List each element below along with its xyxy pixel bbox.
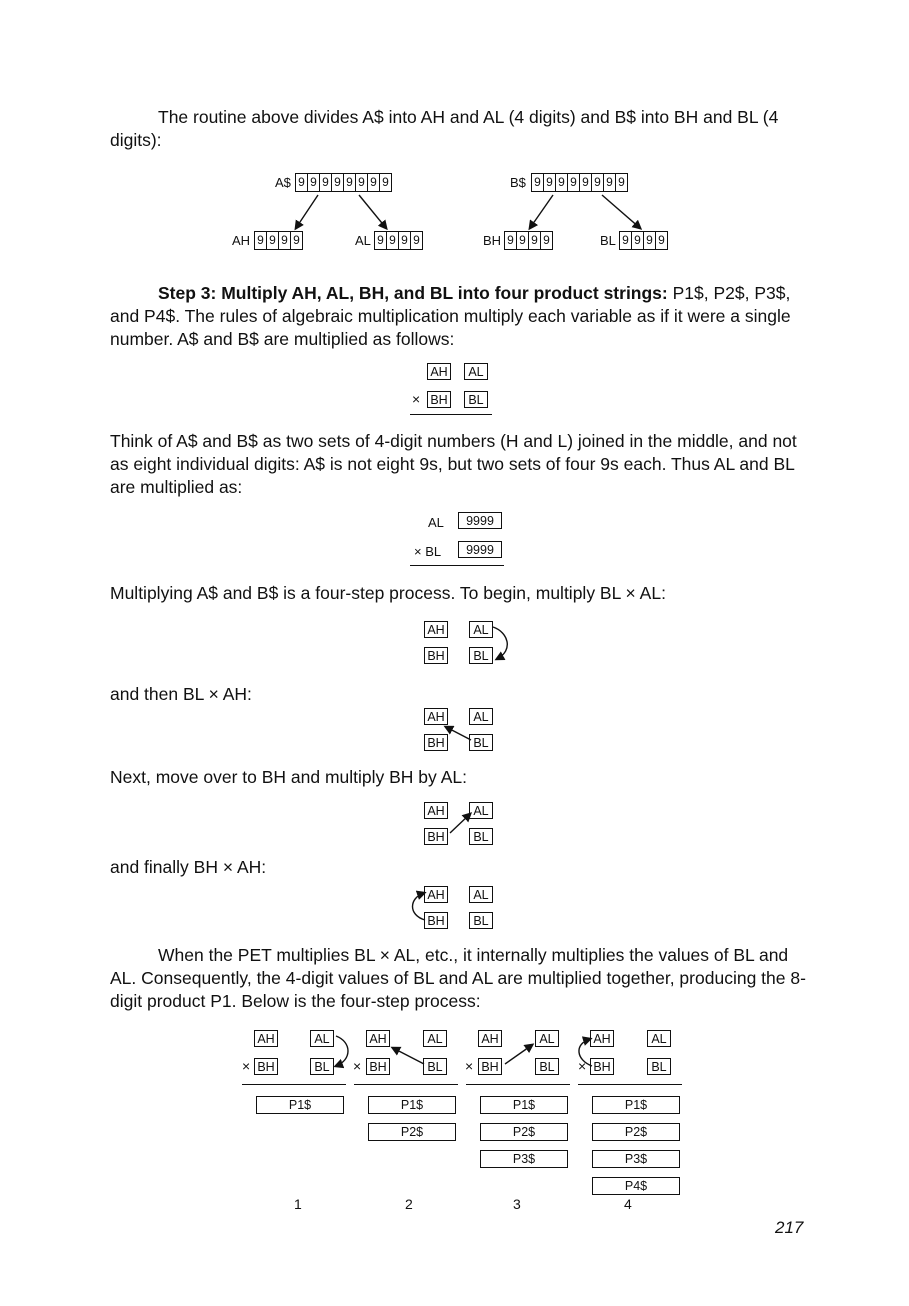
bl-box: BL [469,912,493,929]
step-number-3: 3 [513,1196,521,1212]
ah-box: AH [478,1030,502,1047]
digit-cell: 9 [293,233,300,247]
bl-box: BL [464,391,488,408]
digit-cell: 9 [308,174,320,191]
diagonal-arrow [505,1045,532,1064]
step-number-2: 2 [405,1196,413,1212]
curve-arrow [413,893,426,920]
pet-paragraph: When the PET multiplies BL × AL, etc., it internally multiplies the values of BL and AL. Consequently, the 4-digit values of BL and AL are multiplied together, producing the 8-digit product P1. Below is the four-step process: [110,945,806,1011]
bh-box: BH [424,734,448,751]
bl-box: BL [469,734,493,751]
ah-box: AH [254,1030,278,1047]
bh-box: BH [424,912,448,929]
ah-box: AH [366,1030,390,1047]
p2-box: P2$ [480,1123,568,1141]
four-step-paragraph: Multiplying A$ and B$ is a four-step process. To begin, multiply BL × AL: [110,583,666,603]
curve-arrow [493,627,507,659]
diagonal-arrow [450,814,470,833]
ah-box: AH [424,621,448,638]
digit-cell: 9 [556,174,568,191]
digit-cell: 9 [368,174,380,191]
bl-box: BL [469,647,493,664]
digit-cell: 9 [644,232,656,249]
bl-example-label: × BL [414,544,442,559]
digit-cell: 9 [543,233,550,247]
ah-box: AH [424,708,448,725]
think-paragraph: Think of A$ and B$ as two sets of 4-digit numbers (H and L) joined in the middle, and not as eight individual digits: A$ is not eight 9s, but two sets of four 9s each. Thus AL and BL are multiplied as: [110,431,797,497]
ah-box: AH [427,363,451,380]
ah-box: AH [590,1030,614,1047]
digit-cell: 9 [382,175,389,189]
then-paragraph: and then BL × AH: [110,684,252,704]
bl-label: BL [600,233,616,248]
digit-cell: 9 [255,232,267,249]
intro-paragraph: The routine above divides A$ into AH and AL (4 digits) and B$ into BH and BL (4 digits): [110,107,779,150]
step-number-1: 1 [294,1196,302,1212]
p4-box: P4$ [592,1177,680,1195]
al-box: AL [469,886,493,903]
digit-cell: 9 [320,174,332,191]
split-arrow [530,195,553,228]
digit-cell: 9 [399,232,411,249]
al-box: AL [469,802,493,819]
page-number: 217 [775,1218,804,1237]
split-arrow [359,195,386,228]
digit-cell: 9 [544,174,556,191]
digit-cell: 9 [618,175,625,189]
p2-box: P2$ [368,1123,456,1141]
ah-box: AH [424,886,448,903]
bl-box: BL [469,828,493,845]
a-string-label: A$ [275,175,291,190]
bh-box: BH [424,647,448,664]
al-box: AL [469,621,493,638]
bl-box: BL [310,1058,334,1075]
digit-cell: 9 [529,232,541,249]
step3-heading: Step 3: Multiply AH, AL, BH, and BL into four product strings: [158,283,668,303]
digit-cell: 9 [632,232,644,249]
digit-cell: 9 [267,232,279,249]
times-sign: × [242,1058,251,1074]
bh-box: BH [366,1058,390,1075]
al-box: AL [464,363,488,380]
bh-label: BH [483,233,502,248]
digit-cell: 9 [580,174,592,191]
al-box: AL [535,1030,559,1047]
bh-box: BH [427,391,451,408]
p1-box: P1$ [480,1096,568,1114]
digit-cell: 9 [592,174,604,191]
p3-box: P3$ [480,1150,568,1168]
curve-arrow [336,1036,348,1066]
ah-box: AH [424,802,448,819]
bh-box: BH [478,1058,502,1075]
times-sign: × [353,1058,362,1074]
digit-cell: 9 [296,174,308,191]
times-sign: × [465,1058,474,1074]
bh-box: BH [254,1058,278,1075]
digit-cell: 9 [344,174,356,191]
finally-paragraph: and finally BH × AH: [110,857,267,877]
b-string-label: B$ [510,175,526,190]
curve-arrow [579,1039,592,1066]
bl-box: BL [423,1058,447,1075]
digit-cell: 9 [620,232,632,249]
digit-cell: 9 [604,174,616,191]
digit-cell: 9 [517,232,529,249]
diagonal-arrow [446,727,471,740]
next-paragraph: Next, move over to BH and multiply BH by AL: [110,767,467,787]
digit-cell: 9 [387,232,399,249]
bl-box: BL [647,1058,671,1075]
digit-cell: 9 [532,174,544,191]
p1-box: P1$ [256,1096,344,1114]
al-box: AL [647,1030,671,1047]
p1-box: P1$ [592,1096,680,1114]
digit-cell: 9 [568,174,580,191]
al-box: AL [469,708,493,725]
step3-text: P1$, P2$, P3$, and P4$. The rules of algebraic multiplication multiply each variable as if it were a single number. A$ and B$ are multiplied as follows: [110,283,791,349]
split-arrow [602,195,640,228]
step-number-4: 4 [624,1196,632,1212]
digit-cell: 9 [505,232,517,249]
al-example-label: AL [428,515,444,530]
al-box: AL [423,1030,447,1047]
p1-box: P1$ [368,1096,456,1114]
ah-label: AH [232,233,251,248]
times-sign: × [412,391,421,407]
digit-cell: 9 [356,174,368,191]
bh-box: BH [590,1058,614,1075]
al-example-value: 9999 [458,512,502,529]
bl-box: BL [535,1058,559,1075]
digit-cell: 9 [279,232,291,249]
bl-example-value: 9999 [458,541,502,558]
diagonal-arrow [393,1048,424,1064]
digit-cell: 9 [332,174,344,191]
digit-cell: 9 [658,233,665,247]
split-arrow [296,195,318,228]
p3-box: P3$ [592,1150,680,1168]
digit-cell: 9 [413,233,420,247]
al-label: AL [355,233,371,248]
digit-cell: 9 [375,232,387,249]
times-sign: × [578,1058,587,1074]
al-box: AL [310,1030,334,1047]
bh-box: BH [424,828,448,845]
p2-box: P2$ [592,1123,680,1141]
